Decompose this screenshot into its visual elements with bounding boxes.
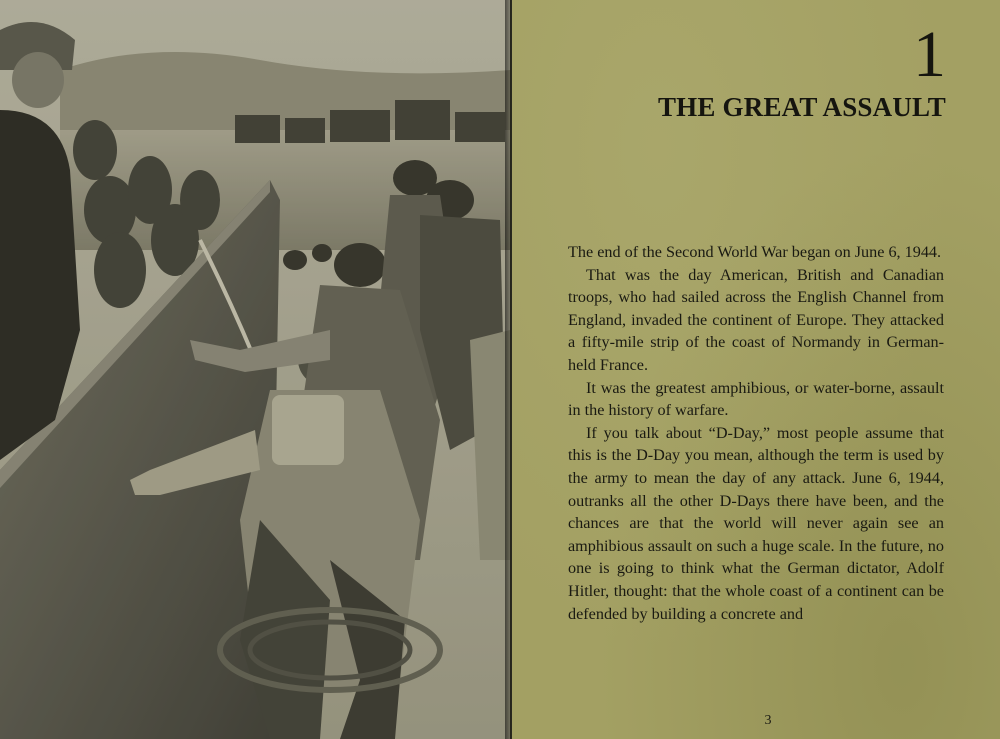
page-number <box>512 713 1000 729</box>
paragraph: That was the day American, British and Canadian troops, who had sailed across the English Channel from England, invaded the continent of Europe. They attacked a fifty-mile strip of the coast of Normandy in German-held France. <box>568 265 944 374</box>
chapter-number: 1 <box>913 18 946 91</box>
chapter-title: THE GREAT ASSAULT <box>657 92 946 122</box>
page-number-label: 3 <box>764 713 772 728</box>
paragraph: If you talk about “D-Day,” most people assume that this is the D-Day you mean, although the term is used by the army to mean the day of any attack. June 6, 1944, outranks all the other D-Days there have been, and the chances are that the world will never again see an amphibious assault on such a huge scale. In the future, no one is going to think what the German dictator, Adolf Hitler, thought: that the whole coast of a continent can be defended by building a concrete and <box>568 423 944 623</box>
paragraph: The end of the Second World War began on June 6, 1944. <box>568 243 942 261</box>
paragraph: It was the greatest amphibious, or water-borne, assault in the history of warfare. <box>568 378 944 420</box>
chapter-body <box>568 241 944 625</box>
text-page <box>512 0 1000 739</box>
